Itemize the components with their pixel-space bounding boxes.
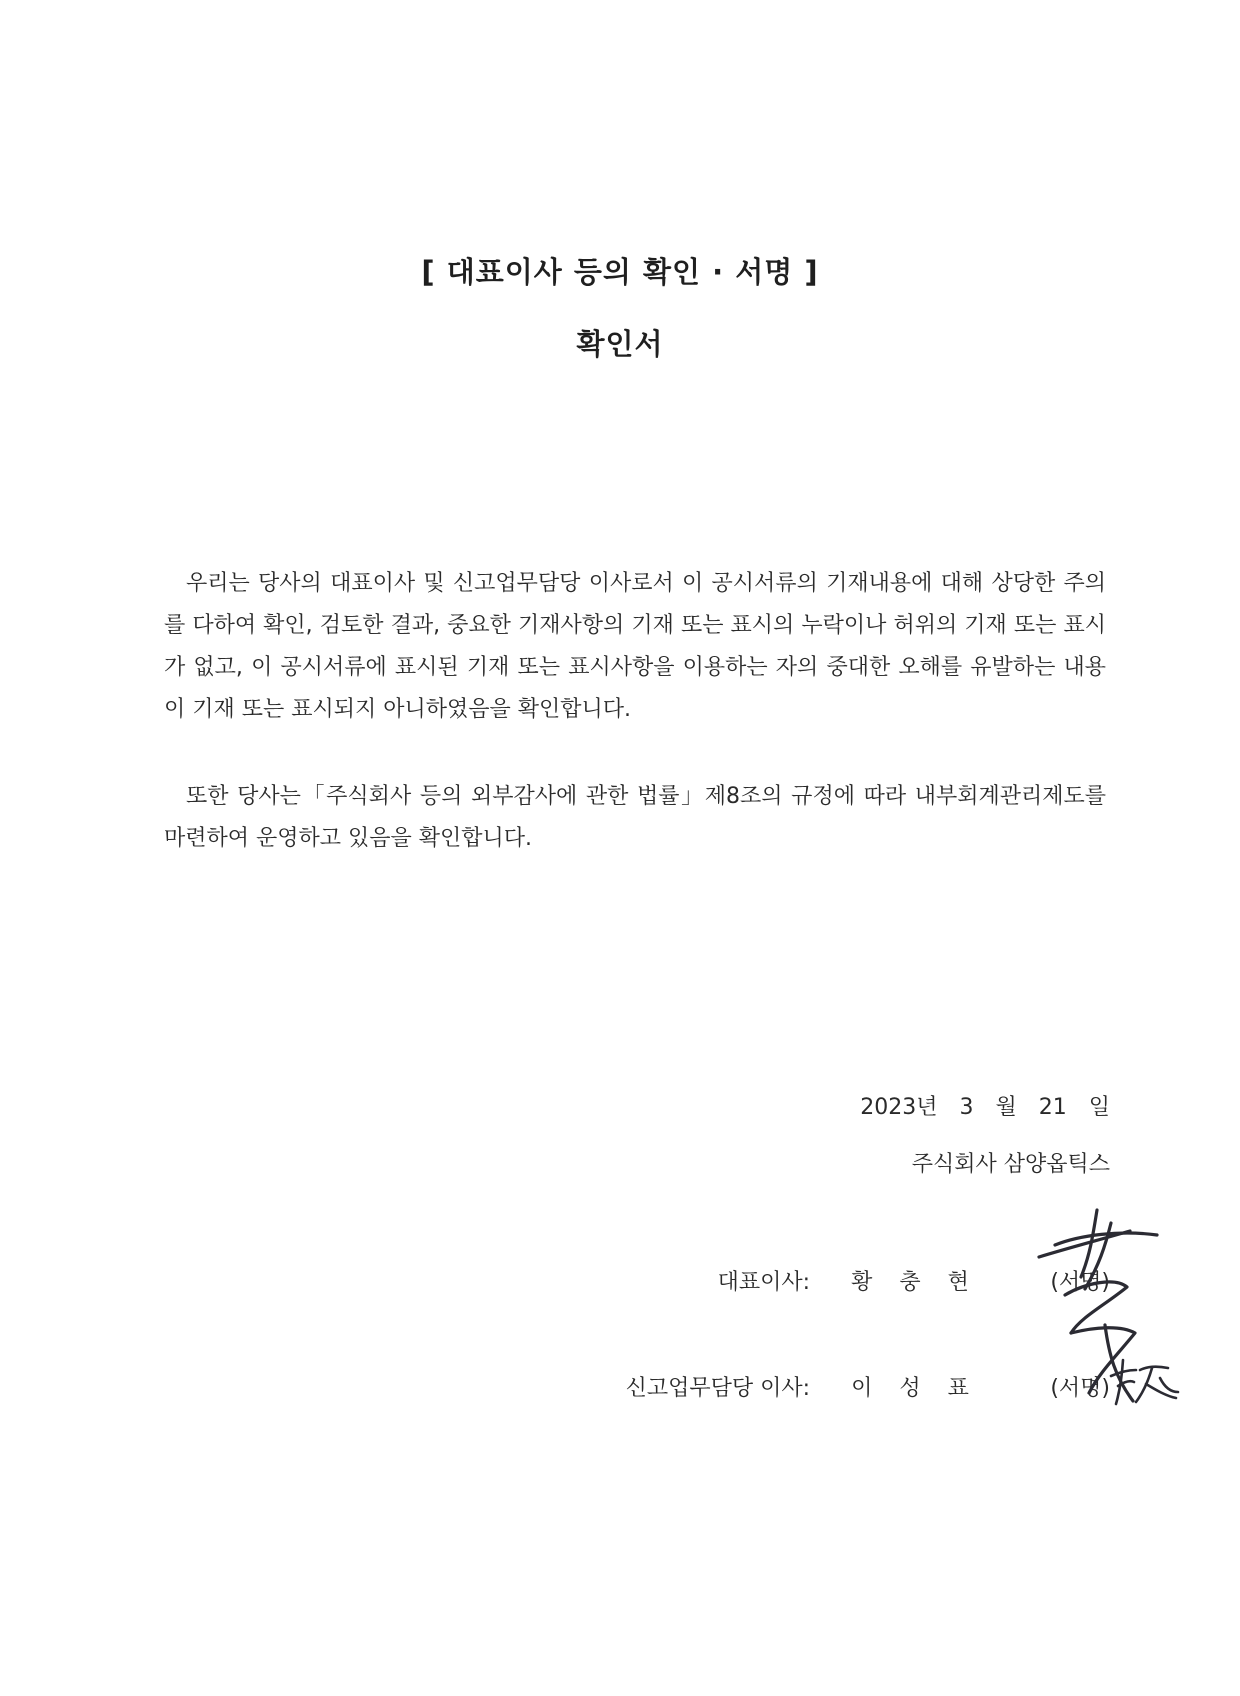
ceo-signature-line bbox=[718, 1265, 1110, 1296]
document-date: 2023년 3 월 21 일 bbox=[860, 1095, 1110, 1120]
section-heading: [ 대표이사 등의 확인 · 서명 ] bbox=[421, 255, 819, 289]
ceo-name: 황 충 현 bbox=[851, 1270, 979, 1295]
document-title: 확인서 bbox=[576, 327, 664, 361]
internal-control-paragraph: 또한 당사는「주식회사 등의 외부감사에 관한 법률」제8조의 규정에 따라 내부회계관리제도를 마련하여 운영하고 있음을 확인합니다. bbox=[164, 784, 1106, 851]
ceo-role-label: 대표이사: bbox=[717, 1270, 810, 1295]
disclosure-officer-signature-line bbox=[626, 1371, 1110, 1402]
confirmation-paragraph: 우리는 당사의 대표이사 및 신고업무담당 이사로서 이 공시서류의 기재내용에 대해 상당한 주의를 다하여 확인, 검토한 결과, 중요한 기재사항의 기재 또는 표시의 누락이나 허위의 기재 또는 표시가 없고, 이 공시서류에 표시된 기재 또는 표시사항을 이용하는 자의 중대한 오해를 유발하는 내용이 기재 또는 표시되지 아니하였음을 확인합니다. bbox=[164, 571, 1106, 722]
company-name: 주식회사 삼양옵틱스 bbox=[911, 1152, 1110, 1177]
ceo-signature-mark-label: (서명) bbox=[1050, 1270, 1110, 1295]
officer-signature-mark-label: (서명) bbox=[1050, 1376, 1110, 1401]
officer-handwritten-signature bbox=[1108, 1356, 1180, 1408]
officer-name: 이 성 표 bbox=[851, 1376, 979, 1401]
officer-role-label: 신고업무담당 이사: bbox=[625, 1376, 810, 1401]
